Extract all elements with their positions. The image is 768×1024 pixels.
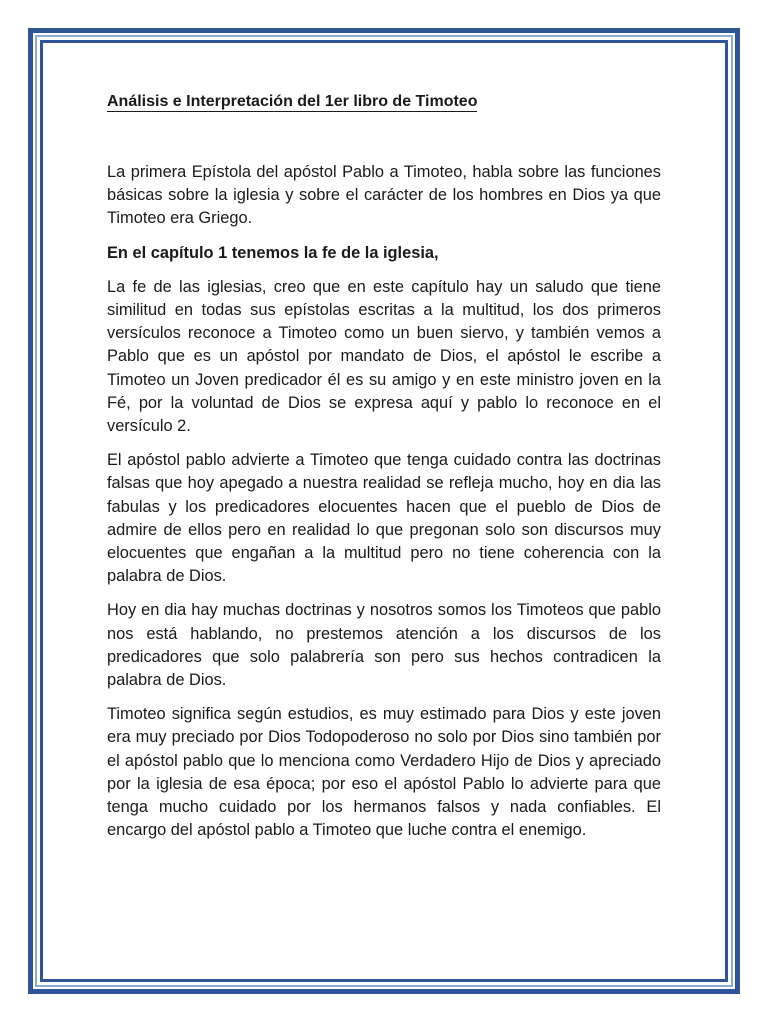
body-paragraph-1: La fe de las iglesias, creo que en este capítulo hay un saludo que tiene similitud en todas sus epístolas escritas a la multitud, los dos primeros versículos reconoce a Timoteo como un buen siervo, y también vemos a Pablo que es un apóstol por mandato de Dios, el apóstol le escribe a Timoteo un Joven predicador él es su amigo y en este ministro joven en la Fé, por la voluntad de Dios se expresa aquí y pablo lo reconoce en el versículo 2. (107, 277, 661, 436)
body-paragraph-4: Timoteo significa según estudios, es muy estimado para Dios y este joven era muy preciado por Dios Todopoderoso no solo por Dios sino también por el apóstol pablo que lo menciona como Verdadero Hijo de Dios y apreciado por la iglesia de esa época; por eso el apóstol Pablo lo advierte para que tenga mucho cuidado por los hermanos falsos y nada confiables. El encargo del apóstol pablo a Timoteo que luche contra el enemigo. (107, 705, 661, 840)
document-title-text: Análisis e Interpretación del 1er libro de Timoteo (107, 93, 478, 110)
document-body (107, 90, 661, 853)
body-paragraph-2: El apóstol pablo advierte a Timoteo que tenga cuidado contra las doctrinas falsas que hoy apegado a nuestra realidad se refleja mucho, hoy en dia las fabulas y los predicadores elocuentes hacen que el pueblo de Dios de admire de ellos pero en realidad lo que pregonan solo son discursos muy elocuentes que engañan a la multitud pero no tiene coherencia con la palabra de Dios. (107, 451, 661, 586)
document-title (107, 90, 661, 113)
body-paragraph-3: Hoy en dia hay muchas doctrinas y nosotros somos los Timoteos que pablo nos está hablando, no prestemos atención a los discursos de los predicadores que solo palabrería son pero sus hechos contradicen la palabra de Dios. (107, 601, 661, 690)
intro-paragraph: La primera Epístola del apóstol Pablo a Timoteo, habla sobre las funciones básicas sobre la iglesia y sobre el carácter de los hombres en Dios ya que Timoteo era Griego. (107, 163, 661, 228)
chapter-heading: En el capítulo 1 tenemos la fe de la iglesia, (107, 243, 439, 262)
